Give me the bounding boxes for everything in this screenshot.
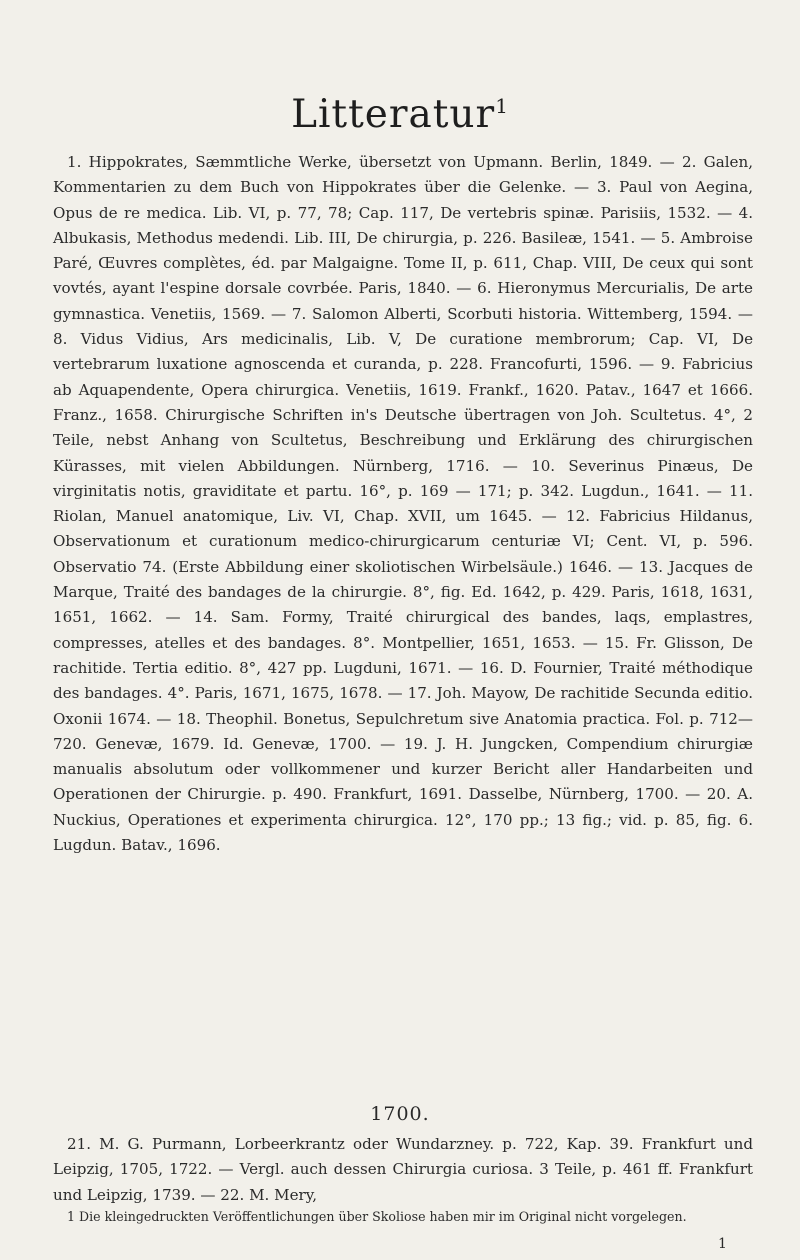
bibliography-main	[53, 150, 753, 858]
bibliography-1700	[53, 1132, 753, 1208]
footnote-marker: 1	[495, 94, 509, 118]
section-year-heading: 1700.	[370, 1103, 430, 1125]
page-title: Litteratur$^1$	[291, 92, 509, 137]
footnote-text: 1 Die kleingedruckten Veröffentlichungen über Skoliose haben mir im Original nicht vorgelegen.	[67, 1209, 687, 1224]
footnote	[53, 1208, 753, 1226]
page-number: 1	[718, 1236, 727, 1252]
bibliography-paragraph: 1. Hippokrates, Sæmmtliche Werke, übersetzt von Upmann. Berlin, 1849. — 2. Galen, Kommentarien zu dem Buch von Hippokrates über die Gelenke. — 3. Paul von Aegina, Opus de re medica. Lib. VI, p. 77, 78; Cap. 117, De vertebris spinæ. Parisiis, 1532. — 4. Albukasis, Methodus medendi. Lib. III, De chirurgia, p. 226. Basileæ, 1541. — 5. Ambroise Paré, Œuvres complètes, éd. par Malgaigne. Tome II, p. 611, Chap. VIII, De ceux qui sont vovtés, ayant l'espine dorsale covrbée. Paris, 1840. — 6. Hieronymus Mercurialis, De arte gymnastica. Venetiis, 1569. — 7. Salomon Alberti, Scorbuti historia. Wittemberg, 1594. — 8. Vidus Vidius, Ars medicinalis, Lib. V, De curatione membrorum; Cap. VI, De vertebrarum luxatione agnoscenda et curanda, p. 228. Francofurti, 1596. — 9. Fabricius ab Aquapendente, Opera chirurgica. Venetiis, 1619. Frankf., 1620. Patav., 1647 et 1666. Franz., 1658. Chirurgische Schriften in's Deutsche übertragen von Joh. Scultetus. 4°, 2 Teile, nebst Anhang von Scultetus, Beschreibung und Erklärung des chirurgischen Kürasses, mit vielen Abbildungen. Nürnberg, 1716. — 10. Severinus Pinæus, De virginitatis notis, graviditate et partu. 16°, p. 169 — 171; p. 342. Lugdun., 1641. — 11. Riolan, Manuel anatomique, Liv. VI, Chap. XVII, um 1645. — 12. Fabricius Hildanus, Observationum et curationum medico-chirurgicarum centuriæ VI; Cent. VI, p. 596. Observatio 74. (Erste Abbildung einer skoliotischen Wirbelsäule.) 1646. — 13. Jacques de Marque, Traité des bandages de la chirurgie. 8°, fig. Ed. 1642, p. 429. Paris, 1618, 1631, 1651, 1662. — 14. Sam. Formy, Traité chirurgical des bandes, laqs, emplastres, compresses, atelles et des bandages. 8°. Montpellier, 1651, 1653. — 15. Fr. Glisson, De rachitide. Tertia editio. 8°, 427 pp. Lugduni, 1671. — 16. D. Fournier, Traité méthodique des bandages. 4°. Paris, 1671, 1675, 1678. — 17. Joh. Mayow, De rachitide Secunda editio. Oxonii 1674. — 18. Theophil. Bonetus, Sepulchretum sive Anatomia practica. Fol. p. 712—720. Genevæ, 1679. Id. Genevæ, 1700. — 19. J. H. Jungcken, Compendium chirurgiæ manualis absolutum oder vollkommener und kurzer Bericht aller Handarbeiten und Operationen der Chirurgie. p. 490. Frankfurt, 1691. Dasselbe, Nürnberg, 1700. — 20. A. Nuckius, Operationes et experimenta chirurgica. 12°, 170 pp.; 13 fig.; vid. p. 85, fig. 6. Lugdun. Batav., 1696.	[53, 153, 753, 855]
bibliography-paragraph-1700: 21. M. G. Purmann, Lorbeerkrantz oder Wundarzney. p. 722, Kap. 39. Frankfurt und Leipzig, 1705, 1722. — Vergl. auch dessen Chirurgia curiosa. 3 Teile, p. 461 ff. Frankfurt und Leipzig, 1739. — 22. M. Mery,	[53, 1135, 753, 1204]
